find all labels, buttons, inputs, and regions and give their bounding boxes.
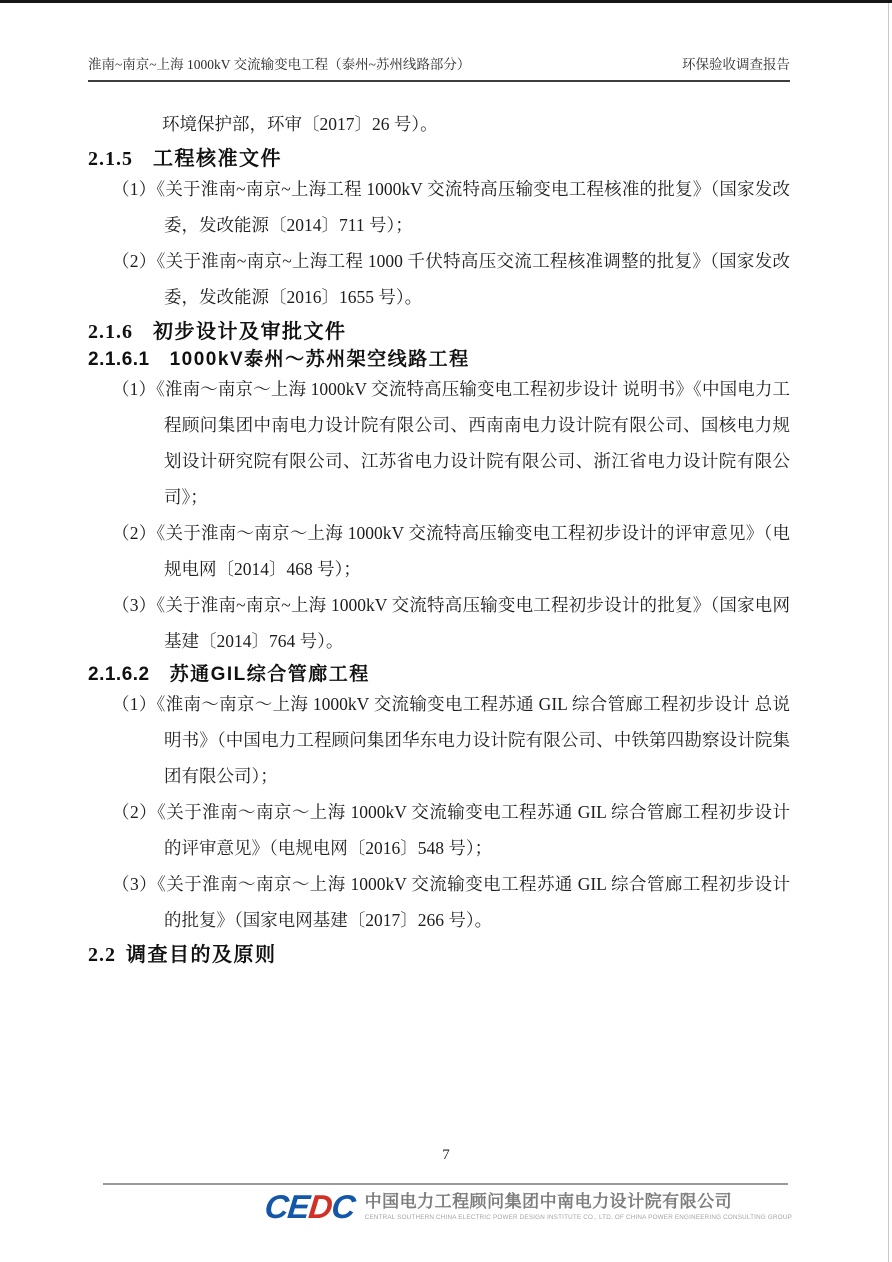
header-left-title: 淮南~南京~上海 1000kV 交流输变电工程（泰州~苏州线路部分） xyxy=(88,57,471,72)
section-heading-2-1-6-1 xyxy=(88,344,790,371)
section-heading-2-1-5 xyxy=(88,142,790,171)
section-title: 初步设计及审批文件 xyxy=(153,321,347,343)
page-content xyxy=(88,53,790,967)
company-name-block xyxy=(365,1192,792,1221)
logo-letter: C xyxy=(263,1188,290,1225)
section-heading-2-1-6 xyxy=(88,315,790,344)
section-number: 2.1.6.1 xyxy=(88,349,150,370)
list-item: （2）《关于淮南～南京～上海 1000kV 交流输变电工程苏通 GIL 综合管廊工程初步设计的评审意见》（电规电网〔2016〕548 号）； xyxy=(112,802,790,858)
carryover-paragraph: 环境保护部，环审〔2017〕26 号）。 xyxy=(162,114,438,134)
logo-letter: D xyxy=(307,1188,334,1225)
list-item: （3）《关于淮南~南京~上海 1000kV 交流特高压输变电工程初步设计的批复》（国家电网基建〔2014〕764 号）。 xyxy=(112,595,790,651)
section-heading-2-2 xyxy=(88,938,790,967)
section-number: 2.1.5 xyxy=(88,148,133,170)
section-title: 调查目的及原则 xyxy=(126,944,277,966)
scan-edge xyxy=(888,3,889,1262)
footer-divider xyxy=(103,1183,788,1185)
header-right-title: 环保验收调查报告 xyxy=(682,57,790,72)
section-title: 苏通GIL综合管廊工程 xyxy=(169,664,370,685)
page-header xyxy=(88,53,790,82)
section-title: 1000kV泰州～苏州架空线路工程 xyxy=(169,349,470,370)
list-item: （1）《淮南～南京～上海 1000kV 交流特高压输变电工程初步设计 说明书》《中国电力工程顾问集团中南电力设计院有限公司、西南南电力设计院有限公司、国核电力规划设计研究院有限公司、江苏省电力设计院有限公司、浙江省电力设计院有限公司》； xyxy=(112,379,790,507)
company-name-en: CENTRAL SOUTHERN CHINA ELECTRIC POWER DESIGN INSTITUTE CO., LTD. OF CHINA POWER ENGINEERING CONSULTING GROUP xyxy=(364,1213,792,1221)
logo-letter: C xyxy=(329,1188,357,1225)
cedc-logo-icon xyxy=(263,1190,356,1223)
section-number: 2.1.6 xyxy=(88,321,133,343)
section-number: 2.1.6.2 xyxy=(88,664,150,685)
logo-letter: E xyxy=(286,1188,311,1225)
footer-brand xyxy=(265,1190,792,1223)
page-number: 7 xyxy=(442,1147,450,1163)
company-name-cn: 中国电力工程顾问集团中南电力设计院有限公司 xyxy=(364,1192,733,1212)
list-item: （1）《淮南～南京～上海 1000kV 交流输变电工程苏通 GIL 综合管廊工程初步设计 总说明书》（中国电力工程顾问集团华东电力设计院有限公司、中铁第四勘察设计院集团有限公司）； xyxy=(112,694,790,786)
section-heading-2-1-6-2 xyxy=(88,659,790,686)
list-item: （3）《关于淮南～南京～上海 1000kV 交流输变电工程苏通 GIL 综合管廊工程初步设计的批复》（国家电网基建〔2017〕266 号）。 xyxy=(112,874,790,930)
section-number: 2.2 xyxy=(88,944,116,966)
list-item: （1）《关于淮南~南京~上海工程 1000kV 交流特高压输变电工程核准的批复》（国家发改委，发改能源〔2014〕711 号）； xyxy=(112,179,790,235)
list-item: （2）《关于淮南～南京～上海 1000kV 交流特高压输变电工程初步设计的评审意见》（电规电网〔2014〕468 号）； xyxy=(112,523,790,579)
section-title: 工程核准文件 xyxy=(153,148,282,170)
list-item: （2）《关于淮南~南京~上海工程 1000 千伏特高压交流工程核准调整的批复》（国家发改委，发改能源〔2016〕1655 号）。 xyxy=(112,251,790,307)
